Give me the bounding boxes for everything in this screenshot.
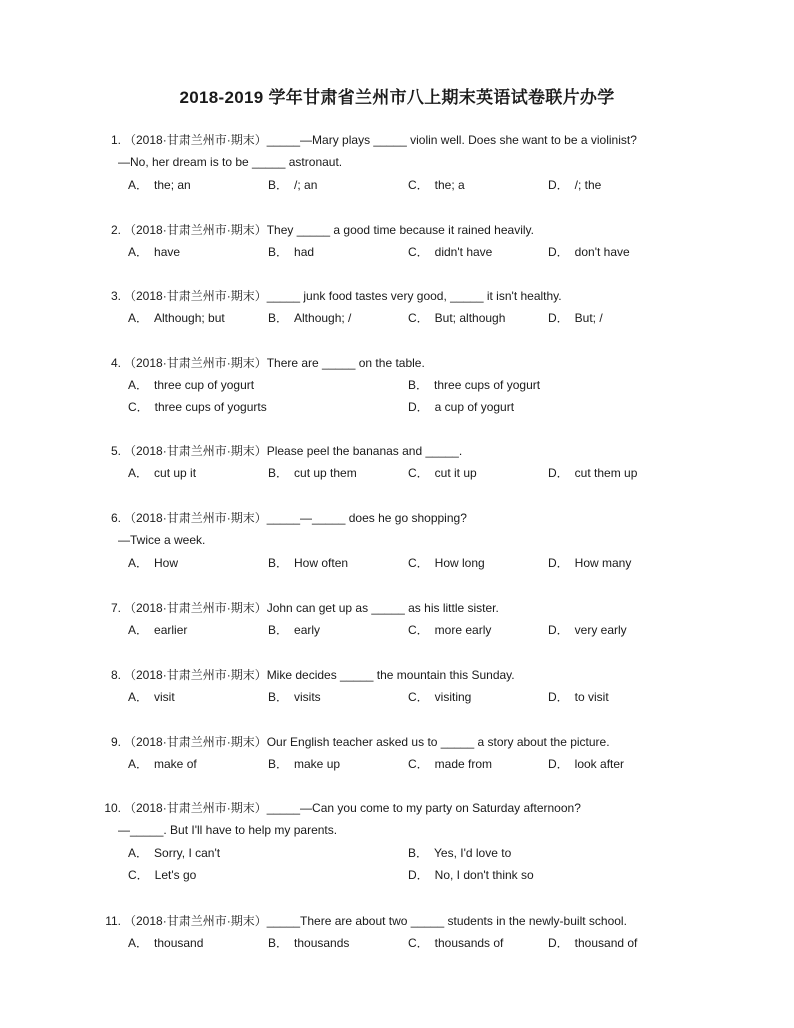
question-dialogue: —_____. But I'll have to help my parents. <box>118 823 338 837</box>
question-10 <box>0 797 794 886</box>
option-d: D． No, I don't think so <box>408 868 534 882</box>
option-b: B． cut up them <box>268 466 357 480</box>
option-c: C． But; although <box>408 311 506 325</box>
question-stem: （2018·甘肃兰州市·期末）_____There are about two _____ students in the newly-built school. <box>124 914 627 928</box>
question-7 <box>0 597 794 641</box>
option-c: C． three cups of yogurts <box>128 400 267 414</box>
option-c: C． made from <box>408 757 493 771</box>
question-9 <box>0 731 794 775</box>
option-d: D． /; the <box>548 178 602 192</box>
option-d: D． to visit <box>548 690 609 704</box>
option-b: B． Yes, I'd love to <box>408 846 512 860</box>
question-stem: （2018·甘肃兰州市·期末）Our English teacher asked us to _____ a story about the picture. <box>124 735 610 749</box>
question-4 <box>0 352 794 418</box>
option-b: B． thousands <box>268 936 350 950</box>
question-number: 3. <box>110 289 121 303</box>
question-stem: （2018·甘肃兰州市·期末）_____—Can you come to my party on Saturday afternoon? <box>124 801 581 815</box>
option-d: D． a cup of yogurt <box>408 400 515 414</box>
option-b: B． visits <box>268 690 321 704</box>
question-stem: （2018·甘肃兰州市·期末）_____—_____ does he go shopping? <box>124 511 467 525</box>
option-a: A． How <box>128 556 179 570</box>
option-d: D． look after <box>548 757 625 771</box>
question-2 <box>0 219 794 263</box>
option-b: B． Although; / <box>268 311 352 325</box>
question-number: 4. <box>110 356 121 370</box>
option-d: D． But; / <box>548 311 603 325</box>
option-a: A． earlier <box>128 623 188 637</box>
option-c: C． Let's go <box>128 868 197 882</box>
option-b: B． three cups of yogurt <box>408 378 541 392</box>
question-number: 9. <box>110 735 121 749</box>
question-number: 5. <box>110 444 121 458</box>
question-stem: （2018·甘肃兰州市·期末）John can get up as _____ as his little sister. <box>124 601 499 615</box>
option-b: B． had <box>268 245 315 259</box>
question-stem: （2018·甘肃兰州市·期末）Please peel the bananas and _____. <box>124 444 463 458</box>
option-d: D． thousand of <box>548 936 638 950</box>
question-number: 6. <box>110 511 121 525</box>
option-d: D． very early <box>548 623 627 637</box>
question-6 <box>0 507 794 574</box>
question-number: 1. <box>110 133 121 147</box>
question-stem: （2018·甘肃兰州市·期末）There are _____ on the table. <box>124 356 425 370</box>
question-number: 10. <box>104 801 121 815</box>
option-a: A． the; an <box>128 178 191 192</box>
option-a: A． cut up it <box>128 466 197 480</box>
option-d: D． cut them up <box>548 466 638 480</box>
question-stem: （2018·甘肃兰州市·期末）_____ junk food tastes very good, _____ it isn't healthy. <box>124 289 562 303</box>
option-c: C． the; a <box>408 178 465 192</box>
option-a: A． visit <box>128 690 175 704</box>
question-5 <box>0 440 794 484</box>
option-b: B． early <box>268 623 321 637</box>
option-c: C． cut it up <box>408 466 477 480</box>
question-8 <box>0 664 794 708</box>
option-c: C． thousands of <box>408 936 504 950</box>
option-a: A． Sorry, I can't <box>128 846 221 860</box>
question-1 <box>0 129 794 196</box>
option-c: C． visiting <box>408 690 472 704</box>
question-stem: （2018·甘肃兰州市·期末）They _____ a good time because it rained heavily. <box>124 223 534 237</box>
question-3 <box>0 285 794 329</box>
question-number: 8. <box>110 668 121 682</box>
option-a: A． three cup of yogurt <box>128 378 255 392</box>
option-c: C． How long <box>408 556 485 570</box>
option-a: A． have <box>128 245 181 259</box>
option-a: A． make of <box>128 757 197 771</box>
question-stem: （2018·甘肃兰州市·期末）Mike decides _____ the mountain this Sunday. <box>124 668 515 682</box>
option-c: C． more early <box>408 623 492 637</box>
question-number: 11. <box>105 914 121 928</box>
question-11 <box>0 910 794 954</box>
question-dialogue: —Twice a week. <box>118 533 206 547</box>
option-d: D． don't have <box>548 245 630 259</box>
option-d: D． How many <box>548 556 632 570</box>
page-title: 2018-2019 学年甘肃省兰州市八上期末英语试卷联片办学 <box>179 88 615 107</box>
option-c: C． didn't have <box>408 245 493 259</box>
option-b: B． How often <box>268 556 349 570</box>
option-b: B． /; an <box>268 178 318 192</box>
question-number: 7. <box>110 601 121 615</box>
option-a: A． thousand <box>128 936 204 950</box>
option-a: A． Although; but <box>128 311 225 325</box>
question-dialogue: —No, her dream is to be _____ astronaut. <box>118 155 343 169</box>
question-stem: （2018·甘肃兰州市·期末）_____—Mary plays _____ violin well. Does she want to be a violinist? <box>124 133 637 147</box>
option-b: B． make up <box>268 757 341 771</box>
question-number: 2. <box>110 223 121 237</box>
